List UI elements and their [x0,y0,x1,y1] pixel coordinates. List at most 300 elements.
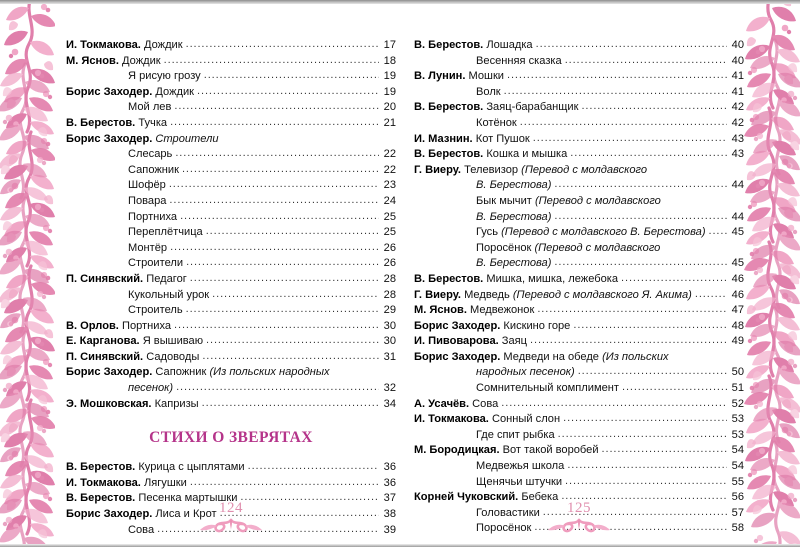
toc-entry-page-number: 45 [731,257,744,270]
toc-entry-title: Шофёр [128,179,166,192]
dot-leader [204,68,379,79]
toc-entry-text [414,303,534,319]
toc-entry[interactable] [66,38,396,54]
toc-entry[interactable] [414,319,744,335]
toc-entry-page-number: 28 [383,288,396,301]
toc-entry[interactable] [414,225,744,241]
toc-entry[interactable] [414,116,744,132]
flourish-ornament-right [414,517,744,535]
toc-entry-note: (Из польских народных [209,366,330,379]
toc-entry-page-number: 22 [383,163,396,176]
toc-entry[interactable] [414,100,744,116]
toc-entry-page-number: 53 [731,413,744,426]
toc-entry[interactable] [66,132,396,148]
toc-entry-title: Бебека [521,491,559,504]
toc-entry-text [476,85,501,101]
toc-entry[interactable] [66,69,396,85]
toc-entry-page-number: 44 [731,179,744,192]
toc-entry-page-number: 45 [731,226,744,239]
toc-entry-text [476,459,564,475]
toc-entry-author: В. Берестов. [414,148,487,161]
toc-entry-text [66,365,330,381]
toc-entry-title: Головастики [476,506,540,519]
toc-entry-page-number: 26 [383,257,396,270]
toc-entry-page-number: 25 [383,226,396,239]
dot-leader [578,364,727,375]
toc-entry[interactable] [414,288,744,304]
dot-leader [174,318,379,329]
toc-entry[interactable] [414,38,744,54]
toc-entry-text [66,272,187,288]
toc-entry-author: В. Берестов. [66,461,139,474]
toc-entry[interactable] [66,163,396,179]
toc-entry[interactable] [66,476,396,492]
toc-entry-note: В. Берестова) [476,179,552,192]
toc-entry-title: Курица с цыплятами [138,461,245,474]
toc-entry[interactable] [414,381,744,397]
dot-leader [186,302,379,313]
toc-entry-note: (Из польских [602,350,669,363]
toc-entry[interactable] [66,147,396,163]
toc-entry[interactable] [66,365,396,381]
toc-entry-text [414,163,647,179]
toc-entry-text [128,163,179,179]
toc-entry-page-number: 19 [383,70,396,83]
toc-entry-text [128,147,172,163]
toc-entry[interactable] [414,210,744,226]
toc-entry-title: Весенняя сказка [476,54,562,67]
dot-leader [561,489,727,500]
toc-entry[interactable] [66,116,396,132]
folio-right [414,500,744,535]
dot-leader [206,333,379,344]
toc-entry-author: П. Синявский. [66,272,147,285]
toc-entry[interactable] [414,412,744,428]
toc-entry[interactable] [66,319,396,335]
toc-entry-text [128,256,183,272]
toc-entry-author: Э. Мошковская. [66,397,155,410]
dot-leader [570,146,727,157]
toc-entry-text [414,132,530,148]
toc-entry-text [476,475,562,491]
toc-entry-text [128,210,177,226]
toc-entry-author: Борис Заходер. [66,508,156,521]
toc-entry-title: Заяц [501,335,528,348]
page-number-right: 125 [567,500,591,516]
toc-entry-text [414,147,567,163]
toc-entry-author: И. Пивоварова. [414,335,502,348]
toc-entry-author: В. Берестов. [414,39,487,51]
toc-entry-text [414,272,618,288]
dot-leader [504,84,727,95]
toc-entry-page-number: 28 [383,272,396,285]
toc-entry-title: Сонный слон [491,413,561,426]
toc-entry[interactable] [414,334,744,350]
toc-entry[interactable] [414,163,744,179]
toc-entry[interactable] [66,256,396,272]
toc-entry-text [414,334,527,350]
toc-entry-title: Дождик [143,39,183,51]
toc-entry-text [66,397,199,413]
toc-entry-title: Телевизор [464,163,522,176]
toc-entry-page-number: 57 [731,506,744,519]
toc-entry[interactable] [66,178,396,194]
toc-entry-note: (Перевод с молдавского В. Берестова) [501,226,706,239]
toc-entry-text [66,116,167,132]
toc-entry-title: Где спит рыбка [476,428,555,441]
toc-entry-page-number: 53 [731,428,744,441]
toc-entry-text [128,241,167,257]
toc-entry-title: Мой лев [128,101,172,114]
dot-leader [709,224,727,235]
dot-leader [602,442,727,453]
toc-entry-note: В. Берестова) [476,210,552,223]
dot-leader [558,427,727,438]
toc-entry-page-number: 34 [383,397,396,410]
toc-entry-page-number: 46 [731,272,744,285]
scan-top-edge [0,0,800,4]
toc-entry-author: М. Яснов. [66,54,123,67]
toc-entry-page-number: 47 [731,304,744,317]
dot-leader [182,162,379,173]
toc-entry[interactable] [414,443,744,459]
toc-entry[interactable] [66,334,396,350]
toc-entry-title: Гусь [476,226,502,239]
toc-entry-title: Портниха [121,319,172,332]
toc-entry-title: Мошки [468,70,505,83]
toc-entry-page-number: 25 [383,210,396,223]
toc-entry-title: Медведи на обеде [503,350,603,363]
floral-border-left [0,4,62,544]
toc-entry-text [476,178,551,194]
dot-leader [186,255,379,266]
toc-entry[interactable] [66,350,396,366]
toc-entry-page-number: 41 [731,85,744,98]
toc-entry-page-number: 38 [383,508,396,521]
toc-entry-title: Тучка [138,116,168,129]
dot-leader [501,396,727,407]
toc-entry[interactable] [66,194,396,210]
toc-entry-note: песенок) [128,382,174,395]
toc-entry-text [476,194,661,210]
toc-entry[interactable] [66,241,396,257]
toc-entry-page-number: 42 [731,116,744,129]
toc-entry-title: Кот Пушок [475,132,530,145]
dot-leader [695,287,727,298]
toc-entry-page-number: 43 [731,148,744,161]
toc-entry-page-number: 42 [731,101,744,114]
toc-entry-page-number: 49 [731,335,744,348]
toc-entry-text [414,397,498,413]
toc-entry-title: Я рисую грозу [128,70,201,83]
toc-entry-title: Лягушки [143,476,187,489]
toc-entry-title: Дождик [155,85,195,98]
toc-entry[interactable] [414,85,744,101]
toc-entry-author: В. Орлов. [66,319,122,332]
toc-entry-text [476,116,517,132]
dot-leader [190,271,379,282]
toc-entry-text [128,381,173,397]
toc-entry-note: (Перевод с молдавского [534,241,661,254]
toc-entry[interactable] [414,147,744,163]
toc-entry[interactable] [66,381,396,397]
dot-leader [169,193,379,204]
toc-entry-text [128,178,166,194]
section-heading-animal-poems: СТИХИ О ЗВЕРЯТАХ [149,429,313,447]
toc-entry-page-number: 24 [383,194,396,207]
page-right [414,38,744,538]
toc-entry[interactable] [414,350,744,366]
toc-entry-author: Борис Заходер. [414,350,504,363]
dot-leader [573,318,727,329]
toc-entry-page-number: 23 [383,179,396,192]
toc-entry-author: И. Токмакова. [414,413,492,426]
toc-entry-title: Строитель [128,304,183,317]
dot-leader [554,177,727,188]
dot-leader [536,37,727,48]
toc-entry-title: Сомнительный комплимент [476,382,619,395]
toc-entry-title: Поросёнок [476,522,532,535]
dot-leader [170,115,379,126]
toc-entry[interactable] [414,475,744,491]
page-number-left: 124 [219,500,243,516]
toc-entry-page-number: 51 [731,382,744,395]
toc-entry-title: Кукольный урок [128,288,210,301]
toc-entry-text [66,132,219,148]
toc-entry-author: И. Токмакова. [66,39,144,51]
toc-entry-page-number: 40 [731,39,744,51]
toc-entry-title: Котёнок [476,116,517,129]
toc-entry-title: Портниха [128,210,178,223]
toc-entry-page-number: 29 [383,304,396,317]
toc-entry[interactable] [414,178,744,194]
dot-leader [520,115,727,126]
toc-entry-title: Медвежья школа [476,460,565,473]
toc-entry-author: М. Яснов. [414,304,471,317]
dot-leader [565,474,727,485]
toc-entry[interactable] [414,256,744,272]
toc-entry-page-number: 19 [383,85,396,98]
toc-entry-text [128,303,183,319]
toc-entry-page-number: 56 [731,491,744,504]
toc-entry-author: В. Берестов. [414,272,487,285]
toc-entry-text [128,225,203,241]
toc-entry-title: Сапожник [155,366,210,379]
toc-entry-title: Сова [128,523,155,536]
toc-list-right [414,38,744,537]
toc-entry-page-number: 54 [731,444,744,457]
toc-entry[interactable] [66,54,396,70]
toc-entry[interactable] [414,194,744,210]
toc-entry-text [66,319,171,335]
dot-leader [175,146,379,157]
toc-entry-title: Поросёнок [476,241,535,254]
toc-entry-text [476,381,619,397]
flourish-ornament-left [66,517,396,535]
toc-entry-author: Г. Виеру. [414,163,465,176]
dot-leader [248,459,379,470]
dot-leader [563,411,727,422]
toc-entry-text [476,225,706,241]
toc-entry-title: Монтёр [128,241,168,254]
toc-entry[interactable] [414,132,744,148]
toc-entry-page-number: 30 [383,335,396,348]
dot-leader [537,302,727,313]
toc-entry-title: Сапожник [128,163,179,176]
toc-entry-author: В. Лунин. [414,70,469,83]
toc-entry-title: Кошка и мышка [486,148,568,161]
toc-entry[interactable] [414,459,744,475]
toc-entry[interactable] [414,241,744,257]
toc-entry-note: (Перевод с молдавского Я. Акима) [512,288,692,301]
dot-leader [212,287,379,298]
dot-leader [530,333,727,344]
toc-entry-text [476,365,575,381]
toc-entry-author: П. Синявский. [66,350,147,363]
toc-entry-title: Слесарь [128,148,173,161]
toc-entry-text [66,476,187,492]
page-left [66,38,396,538]
toc-entry-page-number: 17 [383,39,396,51]
toc-entry[interactable] [414,69,744,85]
toc-entry[interactable] [66,397,396,413]
toc-entry-author: Борис Заходер. [66,132,156,145]
toc-entry-author: Корней Чуковский. [414,491,522,504]
toc-entry-page-number: 32 [383,382,396,395]
toc-entry-author: Е. Карганова. [66,335,143,348]
dot-leader [554,255,727,266]
toc-entry[interactable] [66,272,396,288]
toc-entry-title: Медвежонок [470,304,535,317]
toc-entry[interactable] [414,428,744,444]
toc-entry-title: Мишка, мишка, лежебока [486,272,619,285]
toc-entry-text [66,460,245,476]
toc-entry-page-number: 36 [383,461,396,474]
dot-leader [206,224,379,235]
dot-leader [554,209,727,220]
dot-leader [581,99,727,110]
toc-entry-page-number: 30 [383,319,396,332]
dot-leader [202,349,379,360]
toc-entry[interactable] [66,303,396,319]
toc-entry[interactable] [414,365,744,381]
toc-entry-text [476,210,551,226]
toc-entry-text [66,38,183,54]
toc-entry-author: Борис Заходер. [66,85,156,98]
toc-entry-title: Лиса и Крот [155,508,217,521]
toc-entry-author: Борис Заходер. [66,366,156,379]
toc-entry-author: А. Усачёв. [414,397,473,410]
toc-entry[interactable] [66,100,396,116]
dot-leader [202,396,379,407]
toc-entry-page-number: 40 [731,54,744,67]
toc-entry-page-number: 36 [383,476,396,489]
toc-entry-author: В. Берестов. [414,101,487,114]
toc-entry-page-number: 43 [731,132,744,145]
toc-entry-text [414,100,578,116]
toc-entry-text [414,319,570,335]
toc-entry-author: Борис Заходер. [414,319,504,332]
dot-leader [507,68,727,79]
toc-entry-text [128,194,166,210]
toc-entry-author: М. Бородицкая. [414,444,503,457]
dot-leader [622,380,727,391]
toc-entry-author: Г. Виеру. [414,288,465,301]
toc-entry-text [414,350,669,366]
toc-entry-text [476,241,660,257]
dot-leader [565,53,727,64]
toc-entry[interactable] [66,225,396,241]
toc-entry-title: Строители [128,257,184,270]
toc-entry[interactable] [66,85,396,101]
toc-entry-note: народных песенок) [476,366,575,379]
toc-entry[interactable] [414,54,744,70]
toc-entry-text [476,54,562,70]
toc-entry-page-number: 37 [383,492,396,505]
folio-left [66,500,396,535]
toc-entry-text [476,256,551,272]
toc-entry-page-number: 48 [731,319,744,332]
toc-entry[interactable] [66,288,396,304]
toc-entry-text [66,54,161,70]
toc-entry-text [476,428,555,444]
toc-entry[interactable] [414,397,744,413]
toc-entry[interactable] [414,303,744,319]
toc-entry-author: В. Берестов. [66,116,139,129]
dot-leader [170,240,379,251]
toc-entry-title: Песенка мартышки [138,492,238,505]
toc-entry-page-number: 31 [383,350,396,363]
toc-entry-page-number: 55 [731,475,744,488]
dot-leader [186,37,379,48]
toc-entry-page-number: 44 [731,210,744,223]
toc-entry[interactable] [414,272,744,288]
toc-entry-text [414,412,560,428]
toc-entry[interactable] [66,460,396,476]
toc-entry-title: Садоводы [146,350,200,363]
toc-entry-author: И. Токмакова. [66,476,144,489]
toc-entry-page-number: 50 [731,366,744,379]
toc-entry-text [66,350,199,366]
toc-entry-page-number: 20 [383,101,396,114]
toc-entry-page-number: 26 [383,241,396,254]
toc-entry-text [414,288,692,304]
toc-list-left-top [66,38,396,412]
toc-entry-page-number: 54 [731,460,744,473]
dot-leader [533,131,727,142]
toc-entry-title: Сова [472,397,499,410]
toc-entry-text [128,100,171,116]
dot-leader [180,209,379,220]
toc-entry-text [66,334,203,350]
toc-entry-note: (Перевод с молдавского [534,194,661,207]
toc-entry-text [414,38,533,54]
toc-entry-title: Вот такой воробей [502,444,599,457]
toc-entry-text [414,443,599,459]
toc-entry-author: В. Берестов. [66,492,139,505]
toc-entry-page-number: 18 [383,54,396,67]
toc-entry-title: Бык мычит [476,194,535,207]
dot-leader [174,99,379,110]
dot-leader [567,458,727,469]
toc-entry-title: Заяц-барабанщик [486,101,579,114]
toc-entry-author: И. Мазнин. [414,132,476,145]
dot-leader [169,177,379,188]
toc-entry-title: Я вышиваю [142,335,204,348]
toc-entry[interactable] [66,210,396,226]
toc-entry-title: Педагог [146,272,187,285]
toc-entry-title: Переплётчица [128,226,203,239]
